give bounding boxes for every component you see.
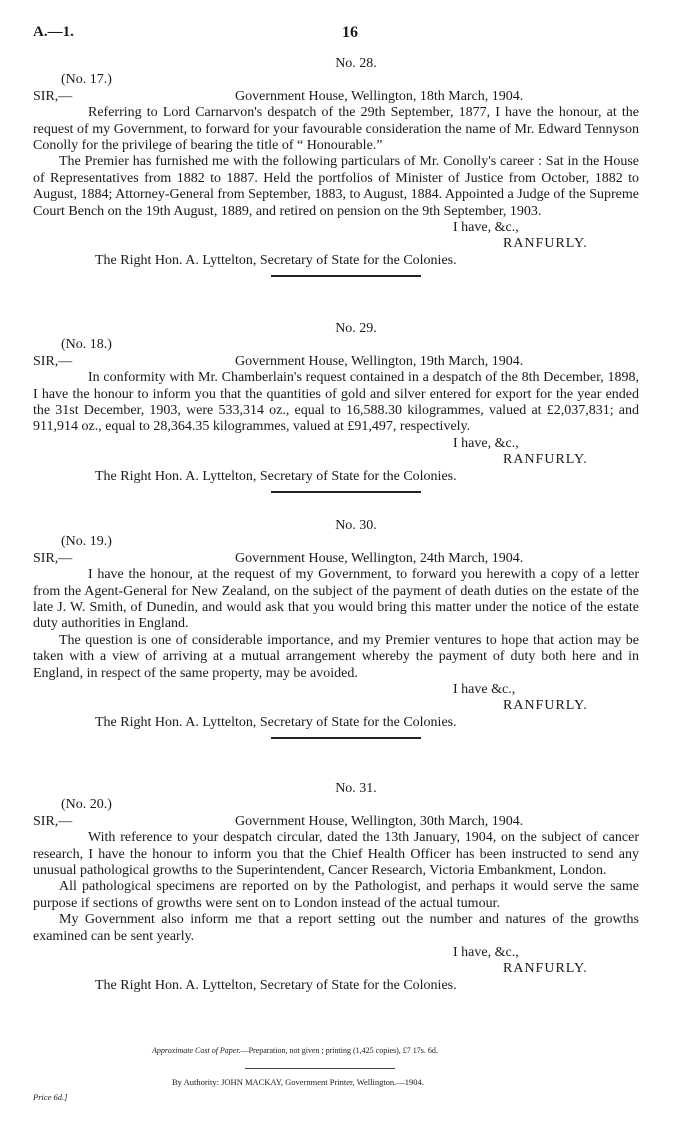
despatch-number: (No. 17.)	[61, 72, 112, 88]
salutation: SIR,—	[33, 353, 73, 369]
addressee: The Right Hon. A. Lyttelton, Secretary of State for the Colonies.	[95, 977, 457, 993]
despatch-number: (No. 20.)	[61, 797, 112, 813]
signature: RANFURLY.	[503, 961, 588, 977]
closing: I have, &c.,	[453, 220, 519, 236]
section-divider	[271, 275, 421, 277]
letter-number: No. 31.	[335, 781, 377, 796]
letter-31	[33, 781, 639, 994]
body-paragraph: I have the honour, at the request of my Government, to forward you herewith a copy of a letter from the Agent-General for New Zealand, on the subject of the payment of death duties on the estate of the late J. W. Smith, of Dunedin, and would ask that you would bring this matter under the notice of the estate duty authorities in England.	[33, 567, 639, 632]
salutation-line	[33, 551, 639, 567]
sender-address: Government House, Wellington, 19th March, 1904.	[235, 353, 524, 369]
addressee: The Right Hon. A. Lyttelton, Secretary of State for the Colonies.	[95, 714, 457, 730]
despatch-number: (No. 19.)	[61, 534, 112, 550]
footer-divider	[245, 1068, 395, 1069]
signature: RANFURLY.	[503, 698, 588, 714]
page-number: 16	[342, 24, 358, 41]
addressee: The Right Hon. A. Lyttelton, Secretary of State for the Colonies.	[95, 468, 457, 484]
closing: I have &c.,	[453, 682, 516, 698]
cost-note	[152, 1046, 438, 1055]
body-paragraph: The question is one of considerable importance, and my Premier ventures to hope that action may be taken with a view of arriving at a mutual arrangement whereby the payment of duty both here and in England, in respect of the same property, may be avoided.	[33, 632, 639, 681]
salutation: SIR,—	[33, 813, 73, 829]
cost-note-label: Approximate Cost of Paper.	[152, 1046, 241, 1055]
document-code: A.—1.	[33, 24, 74, 40]
closing: I have, &c.,	[453, 945, 519, 961]
signature: RANFURLY.	[503, 236, 588, 252]
salutation: SIR,—	[33, 88, 73, 104]
body-paragraph: My Government also inform me that a report setting out the number and natures of the growths examined can be sent yearly.	[33, 912, 639, 944]
sender-address: Government House, Wellington, 24th March, 1904.	[235, 550, 524, 566]
body-paragraph: The Premier has furnished me with the following particulars of Mr. Conolly's career : Sat in the House of Representatives from 1882 to 1887. Held the portfolios of Minister of Justice from October, 1882 to August, 1884; Attorney-General from September, 1883, to August, 1884. Appointed a Judge of the Supreme Court Bench on the 19th August, 1889, and retired on pension on the 9th September, 1903.	[33, 154, 639, 219]
body-paragraph: All pathological specimens are reported on by the Pathologist, and perhaps it would serve the same purpose if sections of growths were sent on to London instead of the actual tumour.	[33, 879, 639, 911]
printer-imprint: By Authority: JOHN MACKAY, Government Printer, Wellington.—1904.	[172, 1077, 424, 1087]
despatch-number: (No. 18.)	[61, 337, 112, 353]
letter-28	[33, 56, 639, 285]
closing: I have, &c.,	[453, 435, 519, 451]
letter-30	[33, 518, 639, 747]
signature: RANFURLY.	[503, 452, 588, 468]
cost-note-text: —Preparation, not given ; printing (1,425 copies), £7 17s. 6d.	[240, 1046, 438, 1055]
body-paragraph: With reference to your despatch circular, dated the 13th January, 1904, on the subject of cancer research, I have the honour to inform you that the Chief Health Officer has been instructed to send any unusual pathological growths to the Superintendent, Cancer Research, Victoria Embankment, London.	[33, 830, 639, 879]
body-paragraph: Referring to Lord Carnarvon's despatch of the 29th September, 1877, I have the honour, at the request of my Government, to forward for your favourable consideration the name of Mr. Edward Tennyson Conolly for the privilege of bearing the title of “ Honourable.”	[33, 105, 639, 154]
letter-number: No. 28.	[335, 56, 377, 71]
section-divider	[271, 491, 421, 493]
body-paragraph: In conformity with Mr. Chamberlain's request contained in a despatch of the 8th December, 1898, I have the honour to inform you that the quantities of gold and silver entered for export for the year ended the 31st December, 1903, were 533,314 oz., equal to 16,588.30 kilogrammes, valued at £2,037,831; and 911,914 oz., equal to 28,364.35 kilogrammes, valued at £91,497, respectively.	[33, 370, 639, 435]
salutation-line	[33, 89, 639, 105]
sender-address: Government House, Wellington, 30th March, 1904.	[235, 813, 524, 829]
salutation-line	[33, 814, 639, 830]
salutation: SIR,—	[33, 550, 73, 566]
letter-number: No. 29.	[335, 321, 377, 336]
addressee: The Right Hon. A. Lyttelton, Secretary of State for the Colonies.	[95, 252, 457, 268]
letter-number: No. 30.	[335, 518, 377, 533]
price-note: Price 6d.]	[33, 1092, 68, 1102]
sender-address: Government House, Wellington, 18th March, 1904.	[235, 88, 524, 104]
salutation-line	[33, 354, 639, 370]
letter-29	[33, 321, 639, 501]
section-divider	[271, 737, 421, 739]
